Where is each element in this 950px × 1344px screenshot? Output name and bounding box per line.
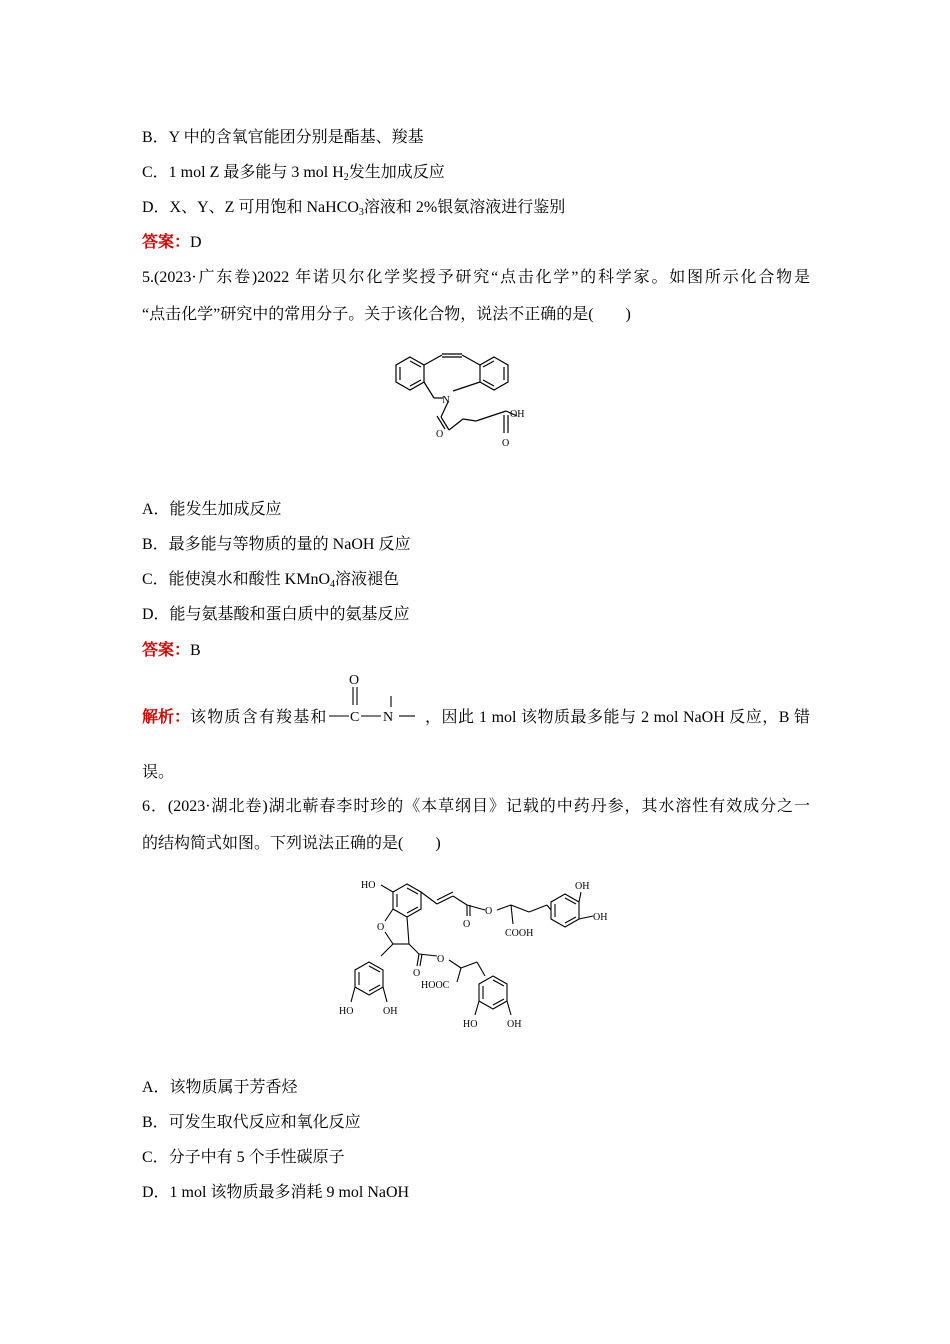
q5-stem-line1: 5.(2023·广东卷)2022 年诺贝尔化学奖授予研究“点击化学”的科学家。如图所示化合物是: [142, 269, 810, 286]
q6-option-d: D．1 mol 该物质最多消耗 9 mol NaOH: [142, 1184, 410, 1201]
q5-atom-n: N: [442, 394, 450, 406]
q4-option-d: [142, 198, 565, 218]
q5-option-b: B．最多能与等物质的量的 NaOH 反应: [142, 536, 411, 553]
q5-option-a: A．能发生加成反应: [142, 501, 282, 518]
q6-atom-o-ester1: O: [485, 906, 493, 917]
q5-analysis-line2: 误。: [142, 764, 175, 781]
q5-analysis-continued: ，因此 1 mol 该物质最多能与 2 mol NaOH 反应，B 错: [425, 709, 810, 726]
q6-stem-line2: 的结构简式如图。下列说法正确的是( ): [142, 835, 441, 852]
amide-group-structure: [327, 670, 425, 730]
q4-answer: [142, 233, 202, 253]
q5-option-d: D．能与氨基酸和蛋白质中的氨基反应: [142, 606, 410, 623]
q6-atom-oh-r1: OH: [575, 881, 590, 892]
q4-option-d-tail: 溶液和 2%银氨溶液进行鉴别: [363, 199, 566, 216]
amide-atom-c: C: [350, 710, 360, 725]
q5-analysis: [142, 708, 328, 728]
q5-atom-oh: OH: [510, 409, 525, 420]
q4-option-d-text: D．X、Y、Z 可用饱和 NaHCO: [142, 199, 359, 216]
q5-option-c-text: C．能使溴水和酸性 KMnO: [142, 571, 331, 588]
q6-atom-cooh: COOH: [505, 928, 534, 939]
q4-option-b: B．Y 中的含氧官能团分别是酯基、羧基: [142, 129, 424, 146]
q6-atom-hooc: HOOC: [421, 980, 450, 991]
amide-atom-o: O: [349, 673, 360, 688]
q4-option-d-subscript: 3: [358, 207, 364, 218]
q6-option-a: A．该物质属于芳香烃: [142, 1079, 298, 1096]
q6-atom-ho-br: HO: [463, 1019, 478, 1030]
q6-option-b: B．可发生取代反应和氧化反应: [142, 1114, 361, 1131]
q4-option-c-text: C．1 mol Z 最多能与 3 mol H: [142, 164, 344, 181]
q5-structure: [390, 345, 525, 457]
q6-structure: [325, 872, 625, 1047]
q5-answer: [142, 641, 201, 661]
q6-stem-line1: 6．(2023·湖北卷)湖北蕲春李时珍的《本草纲目》记载的中药丹参，其水溶性有效成分之一: [142, 798, 810, 815]
q5-atom-o2: O: [502, 438, 510, 449]
q4-option-c: [142, 163, 445, 183]
q6-atom-ho-top: HO: [361, 880, 376, 891]
q6-atom-oh-bl: OH: [383, 1006, 398, 1017]
q6-option-c: C．分子中有 5 个手性碳原子: [142, 1149, 345, 1166]
q5-answer-value: B: [190, 642, 201, 659]
q5-answer-label: 答案：: [142, 642, 191, 659]
q6-atom-oh-br: OH: [507, 1019, 522, 1030]
q4-option-c-subscript: 2: [343, 172, 349, 183]
amide-atom-n: N: [383, 710, 394, 725]
q6-atom-oh-r2: OH: [593, 912, 608, 923]
q4-option-c-tail: 发生加成反应: [348, 164, 445, 181]
q6-atom-o-carbonyl1: O: [463, 919, 471, 930]
q6-atom-o-ester2: O: [437, 954, 445, 965]
q5-analysis-text: 该物质含有羧基和: [190, 709, 328, 726]
q6-atom-o-ring: O: [377, 922, 385, 933]
q4-answer-value: D: [190, 234, 202, 251]
q6-atom-ho-bl: HO: [339, 1006, 354, 1017]
q5-stem-line2: “点击化学”研究中的常用分子。关于该化合物，说法不正确的是( ): [142, 306, 631, 323]
q5-option-c-tail: 溶液褪色: [335, 571, 400, 588]
q6-atom-o-carbonyl2: O: [413, 968, 421, 979]
q5-atom-o1: O: [436, 429, 444, 440]
q5-analysis-label: 解析：: [142, 709, 191, 726]
q5-option-c: [142, 570, 399, 590]
q5-option-c-subscript: 4: [330, 579, 336, 590]
q4-answer-label: 答案：: [142, 234, 191, 251]
